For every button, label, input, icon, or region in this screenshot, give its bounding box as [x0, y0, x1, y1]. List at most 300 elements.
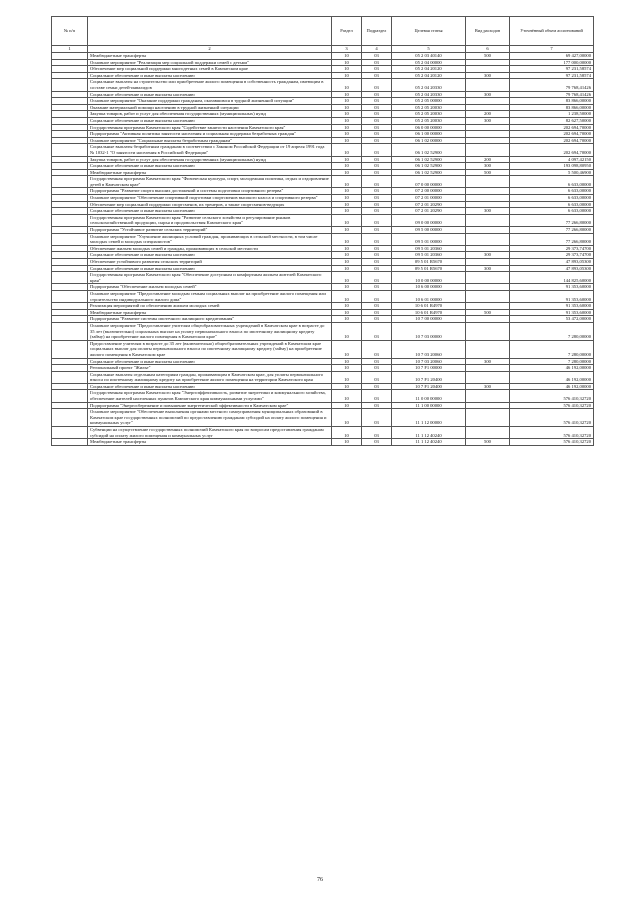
- row-code-cell: 06 1 02 00000: [392, 137, 466, 144]
- row-amount-cell: 29 373,74700: [510, 252, 594, 259]
- row-section-cell: 10: [332, 272, 362, 284]
- row-section-cell: 10: [332, 98, 362, 105]
- index-cell: 3: [332, 46, 362, 53]
- row-section-cell: 10: [332, 195, 362, 202]
- row-section-cell: 10: [332, 124, 362, 131]
- row-number-cell: [52, 322, 88, 340]
- row-section-cell: 10: [332, 427, 362, 439]
- row-number-cell: [52, 156, 88, 163]
- table-row: [52, 163, 594, 170]
- row-expense-type-cell: [466, 98, 510, 105]
- row-code-cell: 10 6 01 00000: [392, 290, 466, 302]
- row-subsection-cell: 03: [362, 79, 392, 91]
- table-row: [52, 72, 594, 79]
- row-subsection-cell: 03: [362, 66, 392, 73]
- row-expense-type-cell: [466, 79, 510, 91]
- row-name-cell: Основное мероприятие "Предоставление молодым семьям социальных выплат на приобретение жилого помещения или строительство индивидуального жилого дома": [88, 290, 332, 302]
- row-number-cell: [52, 137, 88, 144]
- index-cell: 4: [362, 46, 392, 53]
- row-amount-cell: 7 280,00000: [510, 358, 594, 365]
- row-code-cell: 06 1 02 52900: [392, 169, 466, 176]
- row-section-cell: 10: [332, 233, 362, 245]
- row-name-cell: Подпрограмма "Развитие системы ипотечного жилищного кредитования": [88, 316, 332, 323]
- row-section-cell: 10: [332, 188, 362, 195]
- row-code-cell: 07 0 00 00000: [392, 176, 466, 188]
- row-amount-cell: 82 627,50000: [510, 117, 594, 124]
- row-expense-type-cell: [466, 124, 510, 131]
- row-code-cell: 10 6 01 R4970: [392, 309, 466, 316]
- row-amount-cell: 7 280,00000: [510, 340, 594, 358]
- row-name-cell: Социальные выплаты отдельным категориям граждан, проживающим в Камчатском крае, для уплаты первоначального взноса по ипотечному жилищному кредиту на приобретение жилого помещения на территории Камчатского края: [88, 371, 332, 383]
- row-code-cell: 10 7 00 00000: [392, 316, 466, 323]
- table-row: [52, 265, 594, 272]
- row-number-cell: [52, 358, 88, 365]
- table-header: [52, 17, 594, 53]
- row-section-cell: 10: [332, 309, 362, 316]
- row-code-cell: 06 1 02 52900: [392, 163, 466, 170]
- row-subsection-cell: 03: [362, 358, 392, 365]
- row-subsection-cell: 03: [362, 169, 392, 176]
- row-subsection-cell: 03: [362, 322, 392, 340]
- row-amount-cell: 53 472,00000: [510, 316, 594, 323]
- row-name-cell: Социальное обеспечение и иные выплаты населению: [88, 265, 332, 272]
- row-amount-cell: 77 266,80000: [510, 233, 594, 245]
- row-expense-type-cell: 300: [466, 208, 510, 215]
- row-name-cell: Субвенции на осуществление государственных полномочий Камчатского края по вопросам предоставления гражданам субсидий на оплату жилого помещения и коммунальных услуг: [88, 427, 332, 439]
- row-number-cell: [52, 390, 88, 402]
- table-row: [52, 117, 594, 124]
- row-name-cell: Межбюджетные трансферты: [88, 53, 332, 60]
- row-number-cell: [52, 53, 88, 60]
- row-code-cell: 09 5 01 20360: [392, 245, 466, 252]
- row-name-cell: Обеспечение жильем молодых семей и граждан, проживающих в сельской местности: [88, 245, 332, 252]
- row-section-cell: 10: [332, 72, 362, 79]
- row-subsection-cell: 03: [362, 124, 392, 131]
- index-cell: 7: [510, 46, 594, 53]
- row-name-cell: Межбюджетные трансферты: [88, 169, 332, 176]
- row-section-cell: 10: [332, 322, 362, 340]
- row-number-cell: [52, 188, 88, 195]
- row-number-cell: [52, 227, 88, 234]
- row-expense-type-cell: 300: [466, 72, 510, 79]
- table-row: [52, 252, 594, 259]
- row-amount-cell: 83 866,00000: [510, 98, 594, 105]
- row-subsection-cell: 03: [362, 390, 392, 402]
- row-subsection-cell: 03: [362, 201, 392, 208]
- row-code-cell: 09 5 01 00000: [392, 233, 466, 245]
- budget-table: [51, 16, 594, 446]
- row-subsection-cell: 03: [362, 290, 392, 302]
- row-amount-cell: 5 500,46900: [510, 169, 594, 176]
- row-number-cell: [52, 265, 88, 272]
- row-amount-cell: 91 353,60000: [510, 309, 594, 316]
- row-section-cell: 10: [332, 137, 362, 144]
- row-expense-type-cell: [466, 195, 510, 202]
- row-section-cell: 10: [332, 91, 362, 98]
- row-name-cell: Государственная программа Камчатского края "Содействие занятости населения Камчатского края": [88, 124, 332, 131]
- table-row: [52, 59, 594, 66]
- row-amount-cell: 6 633,00000: [510, 208, 594, 215]
- table-row: [52, 137, 594, 144]
- table-row: [52, 303, 594, 310]
- row-amount-cell: 83 866,00000: [510, 104, 594, 111]
- row-section-cell: 10: [332, 402, 362, 409]
- row-name-cell: Региональный проект "Жилье": [88, 365, 332, 372]
- row-section-cell: 10: [332, 53, 362, 60]
- row-amount-cell: 202 694,70000: [510, 144, 594, 156]
- row-section-cell: 10: [332, 214, 362, 226]
- row-number-cell: [52, 427, 88, 439]
- row-amount-cell: 29 373,74700: [510, 245, 594, 252]
- row-name-cell: Обеспечение мер социальной поддержки многодетных семей в Камчатском крае: [88, 66, 332, 73]
- row-name-cell: Основное мероприятие "Обеспечение выполнения органами местного самоуправления муниципальных образований в Камчатском крае государственных полномочий по предоставлению гражданам субсидий на оплату жилого помещения и коммунальных услуг": [88, 409, 332, 427]
- row-code-cell: 05 2 04 20120: [392, 66, 466, 73]
- row-expense-type-cell: [466, 365, 510, 372]
- row-expense-type-cell: [466, 144, 510, 156]
- row-code-cell: 09 5 01 R5670: [392, 265, 466, 272]
- row-name-cell: Закупка товаров, работ и услуг для обеспечения государственных (муниципальных) нужд: [88, 156, 332, 163]
- row-name-cell: Межбюджетные трансферты: [88, 309, 332, 316]
- header-amount: Уточнённый объем ассигнований: [510, 17, 594, 46]
- row-subsection-cell: 03: [362, 365, 392, 372]
- row-code-cell: 05 2 05 20030: [392, 104, 466, 111]
- row-amount-cell: 77 266,80000: [510, 227, 594, 234]
- row-number-cell: [52, 245, 88, 252]
- row-expense-type-cell: [466, 316, 510, 323]
- row-name-cell: Реализация мероприятий по обеспечению жильем молодых семей: [88, 303, 332, 310]
- row-expense-type-cell: [466, 227, 510, 234]
- row-number-cell: [52, 201, 88, 208]
- table-row: [52, 402, 594, 409]
- row-expense-type-cell: 500: [466, 309, 510, 316]
- table-row: [52, 290, 594, 302]
- row-name-cell: Социальное обеспечение и иные выплаты населению: [88, 252, 332, 259]
- row-amount-cell: 69 427,00000: [510, 53, 594, 60]
- row-code-cell: 05 2 04 20330: [392, 91, 466, 98]
- row-expense-type-cell: [466, 245, 510, 252]
- row-amount-cell: 576 410,32720: [510, 402, 594, 409]
- table-row: [52, 284, 594, 291]
- header-expense-type: Вид расходов: [466, 17, 510, 46]
- row-expense-type-cell: 200: [466, 111, 510, 118]
- row-code-cell: 10 7 F1 00000: [392, 365, 466, 372]
- row-subsection-cell: 03: [362, 53, 392, 60]
- row-amount-cell: 47 893,05300: [510, 265, 594, 272]
- row-code-cell: 05 2 04 00000: [392, 59, 466, 66]
- table-row: [52, 53, 594, 60]
- row-section-cell: 10: [332, 365, 362, 372]
- row-number-cell: [52, 163, 88, 170]
- row-subsection-cell: 03: [362, 303, 392, 310]
- row-name-cell: Основное мероприятие "Обеспечение спортивной подготовки спортсменов высокого класса и спортивного резерва": [88, 195, 332, 202]
- row-name-cell: Социальное обеспечение и иные выплаты населению: [88, 72, 332, 79]
- row-number-cell: [52, 66, 88, 73]
- row-section-cell: 10: [332, 66, 362, 73]
- row-number-cell: [52, 233, 88, 245]
- row-amount-cell: 46 192,00000: [510, 383, 594, 390]
- row-expense-type-cell: 500: [466, 439, 510, 446]
- row-section-cell: 10: [332, 117, 362, 124]
- row-expense-type-cell: [466, 390, 510, 402]
- row-number-cell: [52, 309, 88, 316]
- row-code-cell: 09 5 01 R5670: [392, 259, 466, 266]
- table-row: [52, 124, 594, 131]
- row-expense-type-cell: [466, 409, 510, 427]
- row-name-cell: Основное мероприятие "Улучшение жилищных условий граждан, проживающих в сельской местности, в том числе молодых семей и молодых специалистов": [88, 233, 332, 245]
- row-amount-cell: 6 633,00000: [510, 188, 594, 195]
- row-number-cell: [52, 439, 88, 446]
- row-expense-type-cell: 300: [466, 383, 510, 390]
- row-name-cell: Закупка товаров, работ и услуг для обеспечения государственных (муниципальных) нужд: [88, 111, 332, 118]
- row-number-cell: [52, 371, 88, 383]
- row-section-cell: 10: [332, 201, 362, 208]
- row-name-cell: Социальное обеспечение и иные выплаты населению: [88, 117, 332, 124]
- row-expense-type-cell: [466, 303, 510, 310]
- row-code-cell: 07 2 00 00000: [392, 188, 466, 195]
- row-subsection-cell: 03: [362, 188, 392, 195]
- row-code-cell: 06 0 00 00000: [392, 124, 466, 131]
- row-expense-type-cell: 300: [466, 358, 510, 365]
- row-section-cell: 10: [332, 111, 362, 118]
- header-row: [52, 17, 594, 46]
- row-subsection-cell: 03: [362, 163, 392, 170]
- row-name-cell: Основное мероприятие "Реализация мер социальной поддержки семей с детьми": [88, 59, 332, 66]
- row-subsection-cell: 03: [362, 131, 392, 138]
- row-name-cell: Межбюджетные трансферты: [88, 439, 332, 446]
- row-section-cell: 10: [332, 340, 362, 358]
- row-number-cell: [52, 124, 88, 131]
- row-amount-cell: 576 410,32720: [510, 439, 594, 446]
- row-subsection-cell: 03: [362, 409, 392, 427]
- row-subsection-cell: 03: [362, 316, 392, 323]
- row-name-cell: Государственная программа Камчатского края "Развитие сельского хозяйства и регулирование рынков сельскохозяйственной продукции, сырья и продовольствия Камчатского края": [88, 214, 332, 226]
- row-amount-cell: 79 768,41426: [510, 79, 594, 91]
- row-number-cell: [52, 365, 88, 372]
- row-code-cell: 09 5 00 00000: [392, 227, 466, 234]
- row-subsection-cell: 03: [362, 144, 392, 156]
- row-name-cell: Обеспечение устойчивого развития сельских территорий: [88, 259, 332, 266]
- table-row: [52, 169, 594, 176]
- row-subsection-cell: 03: [362, 259, 392, 266]
- row-code-cell: 07 2 01 20290: [392, 201, 466, 208]
- table-row: [52, 104, 594, 111]
- row-section-cell: 10: [332, 383, 362, 390]
- row-code-cell: 10 7 F1 20400: [392, 371, 466, 383]
- row-amount-cell: 576 410,32720: [510, 427, 594, 439]
- row-section-cell: 10: [332, 439, 362, 446]
- row-section-cell: 10: [332, 284, 362, 291]
- row-code-cell: 11 1 12 40240: [392, 439, 466, 446]
- header-code: Целевая статья: [392, 17, 466, 46]
- row-subsection-cell: 03: [362, 265, 392, 272]
- table-row: [52, 214, 594, 226]
- index-row: [52, 46, 594, 53]
- table-row: [52, 195, 594, 202]
- row-code-cell: 09 5 01 20360: [392, 252, 466, 259]
- row-subsection-cell: 03: [362, 233, 392, 245]
- row-amount-cell: 193 098,80950: [510, 163, 594, 170]
- row-code-cell: 10 0 00 00000: [392, 272, 466, 284]
- row-name-cell: Предоставление учителям в возрасте до 35 лет (включительно) общеобразовательных учреждений в Камчатском крае социальных выплат для оплаты первоначального взноса по ипотечному жилищному кредиту (займу) на приобретение жилого помещения в Камчатском крае: [88, 340, 332, 358]
- row-number-cell: [52, 409, 88, 427]
- row-code-cell: 05 2 05 20030: [392, 111, 466, 118]
- row-amount-cell: 202 694,70000: [510, 131, 594, 138]
- row-number-cell: [52, 169, 88, 176]
- row-section-cell: 10: [332, 163, 362, 170]
- table-row: [52, 309, 594, 316]
- row-section-cell: 10: [332, 144, 362, 156]
- row-number-cell: [52, 402, 88, 409]
- row-subsection-cell: 03: [362, 208, 392, 215]
- header-subsection: Подраздел: [362, 17, 392, 46]
- row-code-cell: 11 0 00 00000: [392, 390, 466, 402]
- row-amount-cell: 202 694,70000: [510, 124, 594, 131]
- row-subsection-cell: 03: [362, 72, 392, 79]
- row-subsection-cell: 03: [362, 227, 392, 234]
- table-row: [52, 365, 594, 372]
- row-section-cell: 10: [332, 79, 362, 91]
- row-subsection-cell: 03: [362, 176, 392, 188]
- row-subsection-cell: 03: [362, 371, 392, 383]
- row-expense-type-cell: 200: [466, 156, 510, 163]
- row-expense-type-cell: 500: [466, 53, 510, 60]
- row-subsection-cell: 03: [362, 340, 392, 358]
- row-expense-type-cell: 300: [466, 265, 510, 272]
- row-expense-type-cell: [466, 272, 510, 284]
- row-code-cell: 05 2 05 00000: [392, 98, 466, 105]
- row-subsection-cell: 03: [362, 245, 392, 252]
- row-number-cell: [52, 316, 88, 323]
- row-section-cell: 10: [332, 59, 362, 66]
- row-number-cell: [52, 144, 88, 156]
- row-subsection-cell: 03: [362, 252, 392, 259]
- row-number-cell: [52, 59, 88, 66]
- row-number-cell: [52, 290, 88, 302]
- row-name-cell: Основное мероприятие "Оказание поддержки гражданам, оказавшимся в трудной жизненной ситуации": [88, 98, 332, 105]
- table-row: [52, 272, 594, 284]
- row-name-cell: Социальное обеспечение и иные выплаты населению: [88, 91, 332, 98]
- row-code-cell: 10 7 03 00000: [392, 322, 466, 340]
- table-row: [52, 259, 594, 266]
- table-row: [52, 131, 594, 138]
- row-name-cell: Социальное обеспечение и иные выплаты населению: [88, 163, 332, 170]
- row-expense-type-cell: [466, 66, 510, 73]
- row-code-cell: 11 1 00 00000: [392, 402, 466, 409]
- row-section-cell: 10: [332, 358, 362, 365]
- row-subsection-cell: 03: [362, 272, 392, 284]
- row-amount-cell: 97 231,58574: [510, 66, 594, 73]
- table-row: [52, 227, 594, 234]
- row-number-cell: [52, 284, 88, 291]
- row-code-cell: 05 2 04 20330: [392, 79, 466, 91]
- row-section-cell: 10: [332, 156, 362, 163]
- row-name-cell: Социальное обеспечение и иные выплаты населению: [88, 208, 332, 215]
- row-code-cell: 09 0 00 00000: [392, 214, 466, 226]
- table-row: [52, 201, 594, 208]
- row-amount-cell: 4 097,42150: [510, 156, 594, 163]
- row-number-cell: [52, 383, 88, 390]
- row-subsection-cell: 03: [362, 402, 392, 409]
- row-section-cell: 10: [332, 409, 362, 427]
- row-code-cell: 10 6 01 R4970: [392, 303, 466, 310]
- index-cell: 2: [88, 46, 332, 53]
- row-expense-type-cell: 300: [466, 117, 510, 124]
- table-row: [52, 427, 594, 439]
- row-expense-type-cell: [466, 322, 510, 340]
- row-expense-type-cell: [466, 137, 510, 144]
- table-row: [52, 111, 594, 118]
- row-amount-cell: 79 768,41426: [510, 91, 594, 98]
- row-section-cell: 10: [332, 245, 362, 252]
- row-section-cell: 10: [332, 290, 362, 302]
- row-amount-cell: 576 410,32720: [510, 409, 594, 427]
- row-number-cell: [52, 340, 88, 358]
- row-number-cell: [52, 176, 88, 188]
- row-subsection-cell: 03: [362, 427, 392, 439]
- row-amount-cell: 6 633,00000: [510, 201, 594, 208]
- row-expense-type-cell: [466, 131, 510, 138]
- row-number-cell: [52, 117, 88, 124]
- row-number-cell: [52, 214, 88, 226]
- row-code-cell: 06 1 02 52900: [392, 144, 466, 156]
- row-code-cell: 06 1 00 00000: [392, 131, 466, 138]
- row-amount-cell: 177 000,00000: [510, 59, 594, 66]
- row-subsection-cell: 03: [362, 137, 392, 144]
- row-section-cell: 10: [332, 371, 362, 383]
- row-subsection-cell: 03: [362, 309, 392, 316]
- row-subsection-cell: 03: [362, 383, 392, 390]
- table-body: [52, 53, 594, 446]
- row-name-cell: Основное мероприятие "Предоставление учителям общеобразовательных учреждений в Камчатском крае в возрасте до 35 лет (включительно) социальных выплат на уплату первоначального взноса по ипотечному жилищному кредиту (займу) на приобретение жилого помещения в Камчатском крае": [88, 322, 332, 340]
- row-subsection-cell: 03: [362, 111, 392, 118]
- row-subsection-cell: 03: [362, 195, 392, 202]
- row-code-cell: 11 1 12 00000: [392, 409, 466, 427]
- table-row: [52, 245, 594, 252]
- row-code-cell: 07 2 01 00000: [392, 195, 466, 202]
- row-code-cell: 07 2 01 20290: [392, 208, 466, 215]
- row-amount-cell: 1 238,50000: [510, 111, 594, 118]
- row-expense-type-cell: 300: [466, 252, 510, 259]
- row-number-cell: [52, 79, 88, 91]
- header-section: Раздел: [332, 17, 362, 46]
- row-name-cell: Оказание материальной помощи населению в трудной жизненной ситуации: [88, 104, 332, 111]
- row-code-cell: 05 2 05 20030: [392, 117, 466, 124]
- row-number-cell: [52, 111, 88, 118]
- row-amount-cell: 46 192,00000: [510, 365, 594, 372]
- table-row: [52, 91, 594, 98]
- row-name-cell: Социальное обеспечение и иные выплаты населению: [88, 383, 332, 390]
- table-row: [52, 390, 594, 402]
- row-expense-type-cell: [466, 188, 510, 195]
- row-subsection-cell: 03: [362, 117, 392, 124]
- row-expense-type-cell: [466, 59, 510, 66]
- row-name-cell: Государственная программа Камчатского края "Энергоэффективность, развитие энергетики и коммунального хозяйства, обеспечение жителей населенных пунктов Камчатского края коммунальными услугами": [88, 390, 332, 402]
- row-amount-cell: 46 192,00000: [510, 371, 594, 383]
- table-row: [52, 233, 594, 245]
- table-row: [52, 176, 594, 188]
- row-section-cell: 10: [332, 227, 362, 234]
- row-number-cell: [52, 259, 88, 266]
- row-expense-type-cell: [466, 259, 510, 266]
- row-expense-type-cell: 300: [466, 163, 510, 170]
- row-expense-type-cell: 500: [466, 169, 510, 176]
- row-amount-cell: 91 353,60000: [510, 290, 594, 302]
- table-row: [52, 144, 594, 156]
- row-section-cell: 10: [332, 252, 362, 259]
- table-row: [52, 358, 594, 365]
- row-section-cell: 10: [332, 303, 362, 310]
- row-amount-cell: 6 633,00000: [510, 195, 594, 202]
